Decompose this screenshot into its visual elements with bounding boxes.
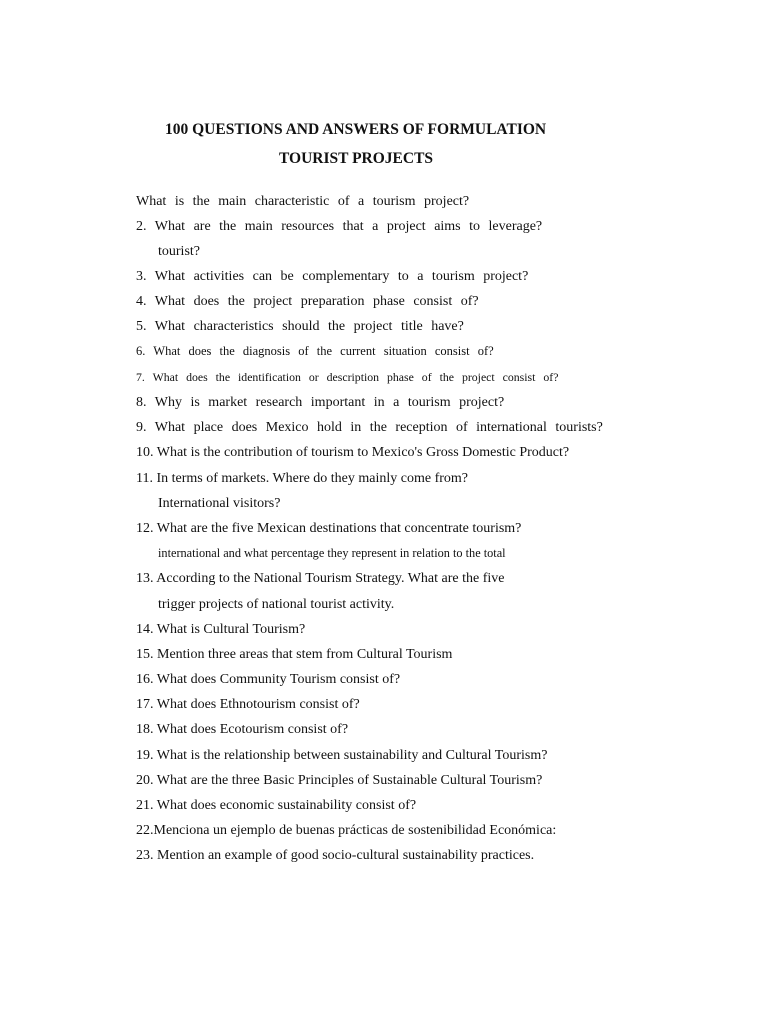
question-line: 15. Mention three areas that stem from Cultural Tourism (136, 647, 453, 662)
question-line: 4. What does the project preparation phase consist of? (136, 294, 479, 309)
question-line: 3. What activities can be complementary to a tourism project? (136, 269, 529, 284)
question-line: 7. What does the identification or description phase of the project consist of? (136, 370, 559, 384)
question-line: 8. Why is market research important in a tourism project? (136, 395, 505, 410)
question-line: 12. What are the five Mexican destinations that concentrate tourism? (136, 521, 522, 536)
question-line: 18. What does Ecotourism consist of? (136, 722, 349, 737)
question-line: 9. What place does Mexico hold in the reception of international tourists? (136, 420, 603, 435)
question-line: 16. What does Community Tourism consist of? (136, 672, 401, 687)
question-line: 2. What are the main resources that a project aims to leverage? (136, 219, 543, 234)
question-line: 6. What does the diagnosis of the current situation consist of? (136, 344, 494, 358)
question-line: 11. In terms of markets. Where do they mainly come from? (136, 471, 469, 486)
question-line: 5. What characteristics should the project title have? (136, 319, 464, 334)
question-line: 19. What is the relationship between sustainability and Cultural Tourism? (136, 748, 548, 763)
question-line: 10. What is the contribution of tourism to Mexico's Gross Domestic Product? (136, 445, 570, 460)
question-line: 21. What does economic sustainability consist of? (136, 798, 417, 813)
question-continuation: International visitors? (158, 496, 281, 511)
question-line: 14. What is Cultural Tourism? (136, 622, 306, 637)
question-line: 17. What does Ethnotourism consist of? (136, 697, 360, 712)
question-continuation: international and what percentage they represent in relation to the total (158, 546, 506, 560)
question-continuation: tourist? (158, 244, 200, 259)
question-continuation: trigger projects of national tourist activity. (158, 597, 395, 612)
question-line: 22.Menciona un ejemplo de buenas prácticas de sostenibilidad Económica: (136, 823, 557, 838)
question-line: 13. According to the National Tourism Strategy. What are the five (136, 571, 505, 586)
question-line: 20. What are the three Basic Principles of Sustainable Cultural Tourism? (136, 773, 543, 788)
question-line: 23. Mention an example of good socio-cultural sustainability practices. (136, 848, 535, 863)
document-title-line-1: 100 QUESTIONS AND ANSWERS OF FORMULATION (165, 121, 547, 138)
question-line: What is the main characteristic of a tourism project? (136, 194, 470, 209)
document-title-line-2: TOURIST PROJECTS (279, 150, 434, 167)
